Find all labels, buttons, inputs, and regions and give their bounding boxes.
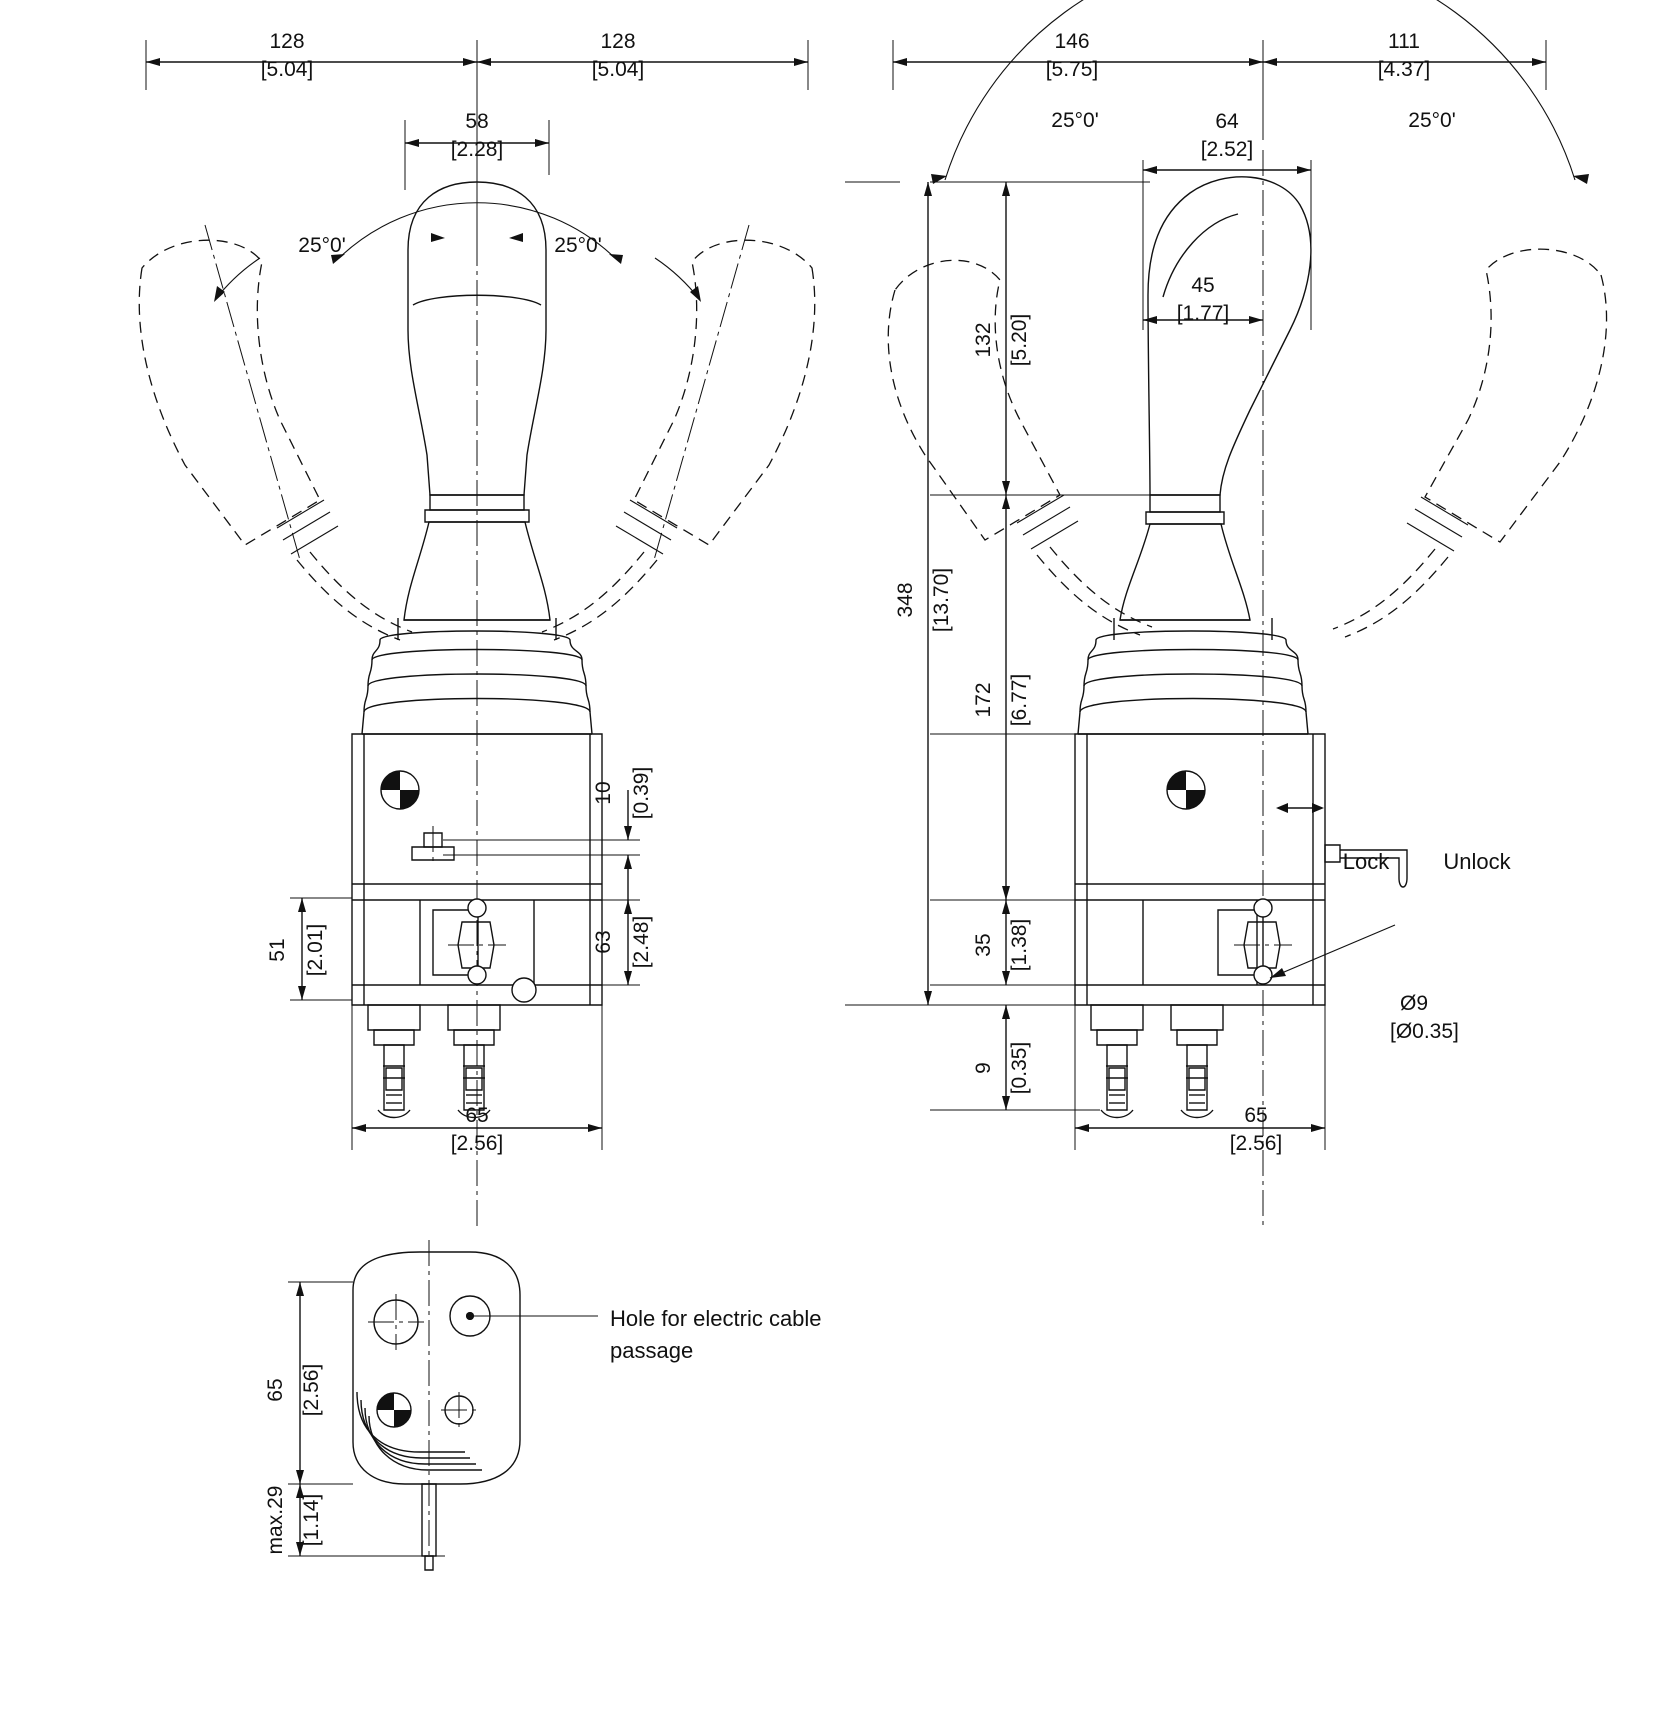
hole-note-line2: passage <box>610 1338 694 1363</box>
front-angle-left: 25°0' <box>298 234 346 257</box>
side-dim-35-mm: 35 <box>972 933 995 957</box>
front-dim-10-mm: 10 <box>592 781 615 805</box>
side-dim-64-in: [2.52] <box>1200 138 1254 161</box>
side-dim-111-mm: 111 <box>1388 30 1420 53</box>
front-angle-right: 25°0' <box>554 234 602 257</box>
diameter-9-mm: Ø9 <box>1400 992 1429 1015</box>
front-dim-65-in: [2.56] <box>450 1132 504 1155</box>
view-side <box>845 0 1607 1230</box>
side-dim-348-in: [13.70] <box>930 567 953 633</box>
top-dim-max29-in: [1.14] <box>300 1493 323 1547</box>
side-dim-132-in: [5.20] <box>1008 313 1031 367</box>
hole-note-line1: Hole for electric cable <box>610 1306 822 1331</box>
side-dim-35-in: [1.38] <box>1008 918 1031 972</box>
lock-unlock-arrow <box>1276 803 1324 813</box>
side-lever-body <box>1078 177 1311 734</box>
front-dim-128-right-in: [5.04] <box>591 58 645 81</box>
side-dim-172-mm: 172 <box>972 682 995 718</box>
side-angle-arcs <box>931 0 1589 184</box>
side-dim-132-mm: 132 <box>972 322 995 358</box>
front-dim-58-in: [2.28] <box>450 138 504 161</box>
side-dim-111-in: [4.37] <box>1377 58 1431 81</box>
view-top <box>288 1240 598 1570</box>
side-dim-9-in: [0.35] <box>1008 1041 1031 1095</box>
front-dim-10-in: [0.39] <box>630 766 653 820</box>
top-dim-65-mm: 65 <box>264 1378 287 1402</box>
top-dim-65-in: [2.56] <box>300 1363 323 1417</box>
side-dim-45-in: [1.77] <box>1176 302 1230 325</box>
top-dim-max29-mm: max.29 <box>264 1485 287 1555</box>
side-dim-172-in: [6.77] <box>1008 673 1031 727</box>
side-dim-9-mm: 9 <box>972 1062 995 1074</box>
side-housing <box>1075 734 1407 1118</box>
side-dim-146-in: [5.75] <box>1045 58 1099 81</box>
front-dim-63-in: [2.48] <box>630 915 653 969</box>
front-angle-arcs <box>214 203 701 302</box>
side-dim-45-mm: 45 <box>1191 274 1215 297</box>
view-front <box>139 40 814 1230</box>
front-lever-ghost-left <box>139 225 412 640</box>
front-right-dimensions <box>443 790 640 985</box>
side-dim-64-mm: 64 <box>1215 110 1239 133</box>
lock-label: Lock <box>1342 849 1390 874</box>
front-dim-58-mm: 58 <box>465 110 489 133</box>
front-dim-51-in: [2.01] <box>304 923 327 977</box>
front-dim-128-left-in: [5.04] <box>260 58 314 81</box>
front-dim-63-mm: 63 <box>592 930 615 954</box>
side-dim-65-in: [2.56] <box>1229 1132 1283 1155</box>
diameter-9-in: [Ø0.35] <box>1390 1020 1459 1043</box>
side-angle-right: 25°0' <box>1408 109 1456 132</box>
side-dim-65-mm: 65 <box>1244 1104 1268 1127</box>
front-lever-ghost-right <box>542 225 815 640</box>
side-dim-146-mm: 146 <box>1054 30 1090 53</box>
front-dim-128-right-mm: 128 <box>600 30 636 53</box>
front-dim-65-mm: 65 <box>465 1104 489 1127</box>
side-dim-348-mm: 348 <box>894 582 917 618</box>
side-diameter-leader <box>1270 925 1395 978</box>
side-lever-ghost-right <box>1333 249 1607 637</box>
side-angle-left: 25°0' <box>1051 109 1099 132</box>
unlock-label: Unlock <box>1443 849 1511 874</box>
front-dim-128-left-mm: 128 <box>269 30 305 53</box>
front-dim-51-mm: 51 <box>266 938 289 962</box>
side-vertical-dimensions <box>845 182 1150 1110</box>
